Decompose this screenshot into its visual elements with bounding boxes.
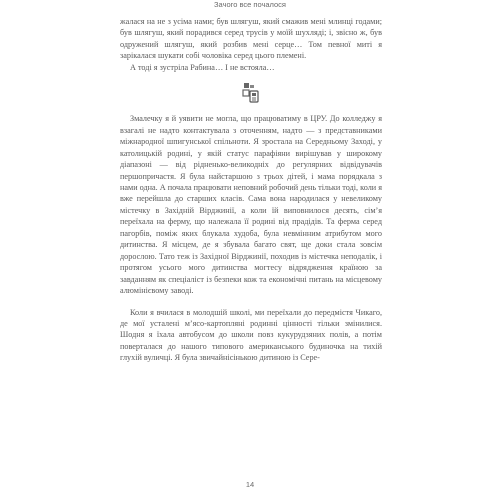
paragraph-3: Змалечку я й уявити не могла, що працюватиму в ЦРУ. До колледжу я взагалі не надто контактувала з оточенням, надто — з представниками міжнародної шпигунської спільноти. Я зростала на Середньому Заході, у католицькій родині, у якій статус парафіяни вирішував у широкому діапазоні — від рідненько-великодніх до регулярних відвідувачів першопричастя. Я була найстаршою з трьох дітей, і мама порядкала з нами одна. А почала працювати неповний робочий день тільки тоді, коли я вже перейшла до старших класів. Сама вона народилася у невеликому містечку в Західній Вірджинії, а коли їй виповнилося десять, сім’я переїхала на ферму, що належала її родині від прадідів. Та ферма серед пагорбів, поміж яких блукала худоба, була невмінним атрибутом мого дитинства. Я місцем, де я збувала багато свят, ще доки стала зовсім дорослою. Тато теж із Західної Вірджинії, походив із містечка неподалік, і протягом усього мого дитинства могтесу відрядження країною за завданням як спеціаліст із безпеки кож та економічні питань на місцевому алюмінієвому заводі. <box>120 114 382 296</box>
page-body <box>120 16 382 364</box>
section-divider <box>120 73 382 113</box>
page-footer <box>0 480 500 489</box>
ornament-icon <box>241 82 261 104</box>
page-number: 14 <box>245 480 255 489</box>
paragraph-2: А тоді я зустріла Рабина… І не встояла… <box>130 62 275 72</box>
running-header <box>0 0 500 14</box>
running-title: Зачого все почалося <box>214 0 286 9</box>
paragraph-4: Коли я вчилася в молодшій школі, ми переїхали до передмістя Чикаго, де мої усталені м’ясо-картопляні родинні цінності тільки змінилися. Шодня я їхала автобусом до школи повз кукурудзяних полів, а потім поверталася до нашого типового американського будиночка на тихій глухій вуличці. Я була звичайнісінькою дитиною із Сере- <box>120 307 382 363</box>
paragraph-1: жалася на не з усіма нами; був шлягуш, який смажив мені млинці годами; був шлягуш, який порадився серед трусів у моїй шухляді; і, звісно ж, був одружений шлягуш, який розбив мені серце… Том певної миті я зарікалася шукати собі чоловіка серед цього племені. <box>120 17 382 61</box>
